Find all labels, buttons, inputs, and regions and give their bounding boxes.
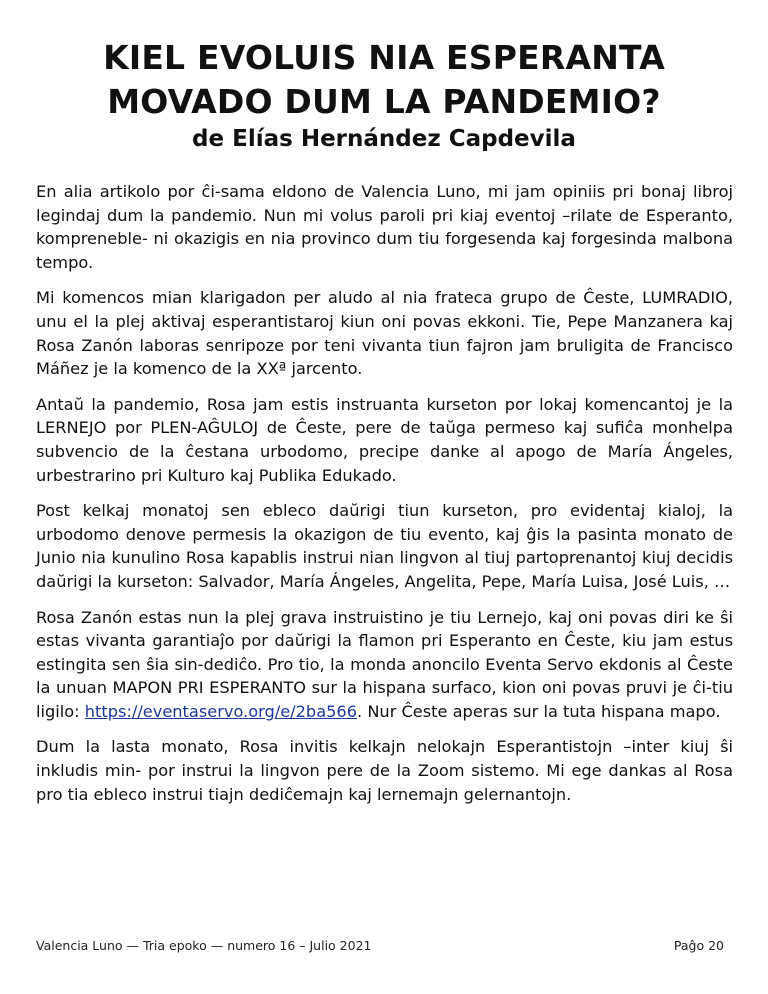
article-body (36, 180, 733, 818)
paragraph-4: Post kelkaj monatoj sen ebleco daŭrigi tiun kurseton, pro evidentaj kialoj, la urbodomo denove permesis la okazigon de tiu evento, kaj ĝis la pasinta monato de Junio nia kunulino Rosa kapablis instrui nian lingvon al tiuj partoprenantoj kiuj decidis daŭrigi la kurseton: Salvador, María Ángeles, Angelita, Pepe, María Luisa, José Luis, … (36, 501, 733, 591)
footer-page-number: Paĝo 20 (673, 938, 724, 953)
paragraph-5-text-start: Rosa Zanón estas nun la plej grava instruistino je tiu Lernejo, kaj oni povas diri ke ŝi estas vivanta garantiaĵo por daŭrigi la flamon pri Esperanto en Ĉeste, kiu jam estus estingita sen ŝia sin-dediĉo. Pro tio, la monda anoncilo Eventa Servo ekdonis al Ĉeste la unuan MAPON PRI ESPERANTO sur la hispana surfaco, kion oni povas pruvi je ĉi-tiu ligilo: (36, 607, 733, 721)
paragraph-5-text-end: . Nur Ĉeste aperas sur la tuta hispana mapo. (357, 701, 721, 721)
footer-publication: Valencia Luno — Tria epoko — numero 16 – Julio 2021 (36, 938, 372, 953)
article-title (0, 36, 768, 124)
paragraph-5 (36, 606, 733, 724)
paragraph-3: Antaŭ la pandemio, Rosa jam estis instruanta kurseton por lokaj komencantoj je la LERNEJO por PLEN-AĜULOJ de Ĉeste, pere de taŭga permeso kaj sufiĉa monhelpa subvencio de la ĉestana urbodomo, precipe danke al apogo de María Ángeles, urbestrarino pri Kulturo kaj Publika Edukado. (36, 394, 733, 485)
eventaservo-link[interactable]: https://eventaservo.org/e/2ba566 (84, 701, 358, 721)
article-title-line-2: MOVADO DUM LA PANDEMIO? (107, 82, 661, 121)
paragraph-6: Dum la lasta monato, Rosa invitis kelkajn nelokajn Esperantistojn –inter kiuj ŝi inkludis min- por instrui la lingvon pere de la Zoom sistemo. Mi ege dankas al Rosa pro tia ebleco instrui tiajn dediĉemajn kaj lernemajn gelernantojn. (36, 737, 733, 804)
article-title-line-1: KIEL EVOLUIS NIA ESPERANTA (103, 38, 665, 77)
paragraph-1: En alia artikolo por ĉi-sama eldono de Valencia Luno, mi jam opiniis pri bonaj libroj legindaj dum la pandemio. Nun mi volus paroli pri kiaj eventoj –rilate de Esperanto, kompreneble- ni okazigis en nia provinco dum tiu forgesenda kaj forgesinda malbona tempo. (36, 182, 733, 272)
article-byline: de Elías Hernández Capdevila (192, 126, 576, 152)
paragraph-2: Mi komencos mian klarigadon per aludo al nia frateca grupo de Ĉeste, LUMRADIO, unu el la plej aktivaj esperantistaroj kiun oni povas ekkoni. Tie, Pepe Manzanera kaj Rosa Zanón laboras senripoze por teni vivanta tiun fajron jam bruligita de Francisco Máñez je la komenco de la XXª jarcento. (36, 288, 733, 379)
